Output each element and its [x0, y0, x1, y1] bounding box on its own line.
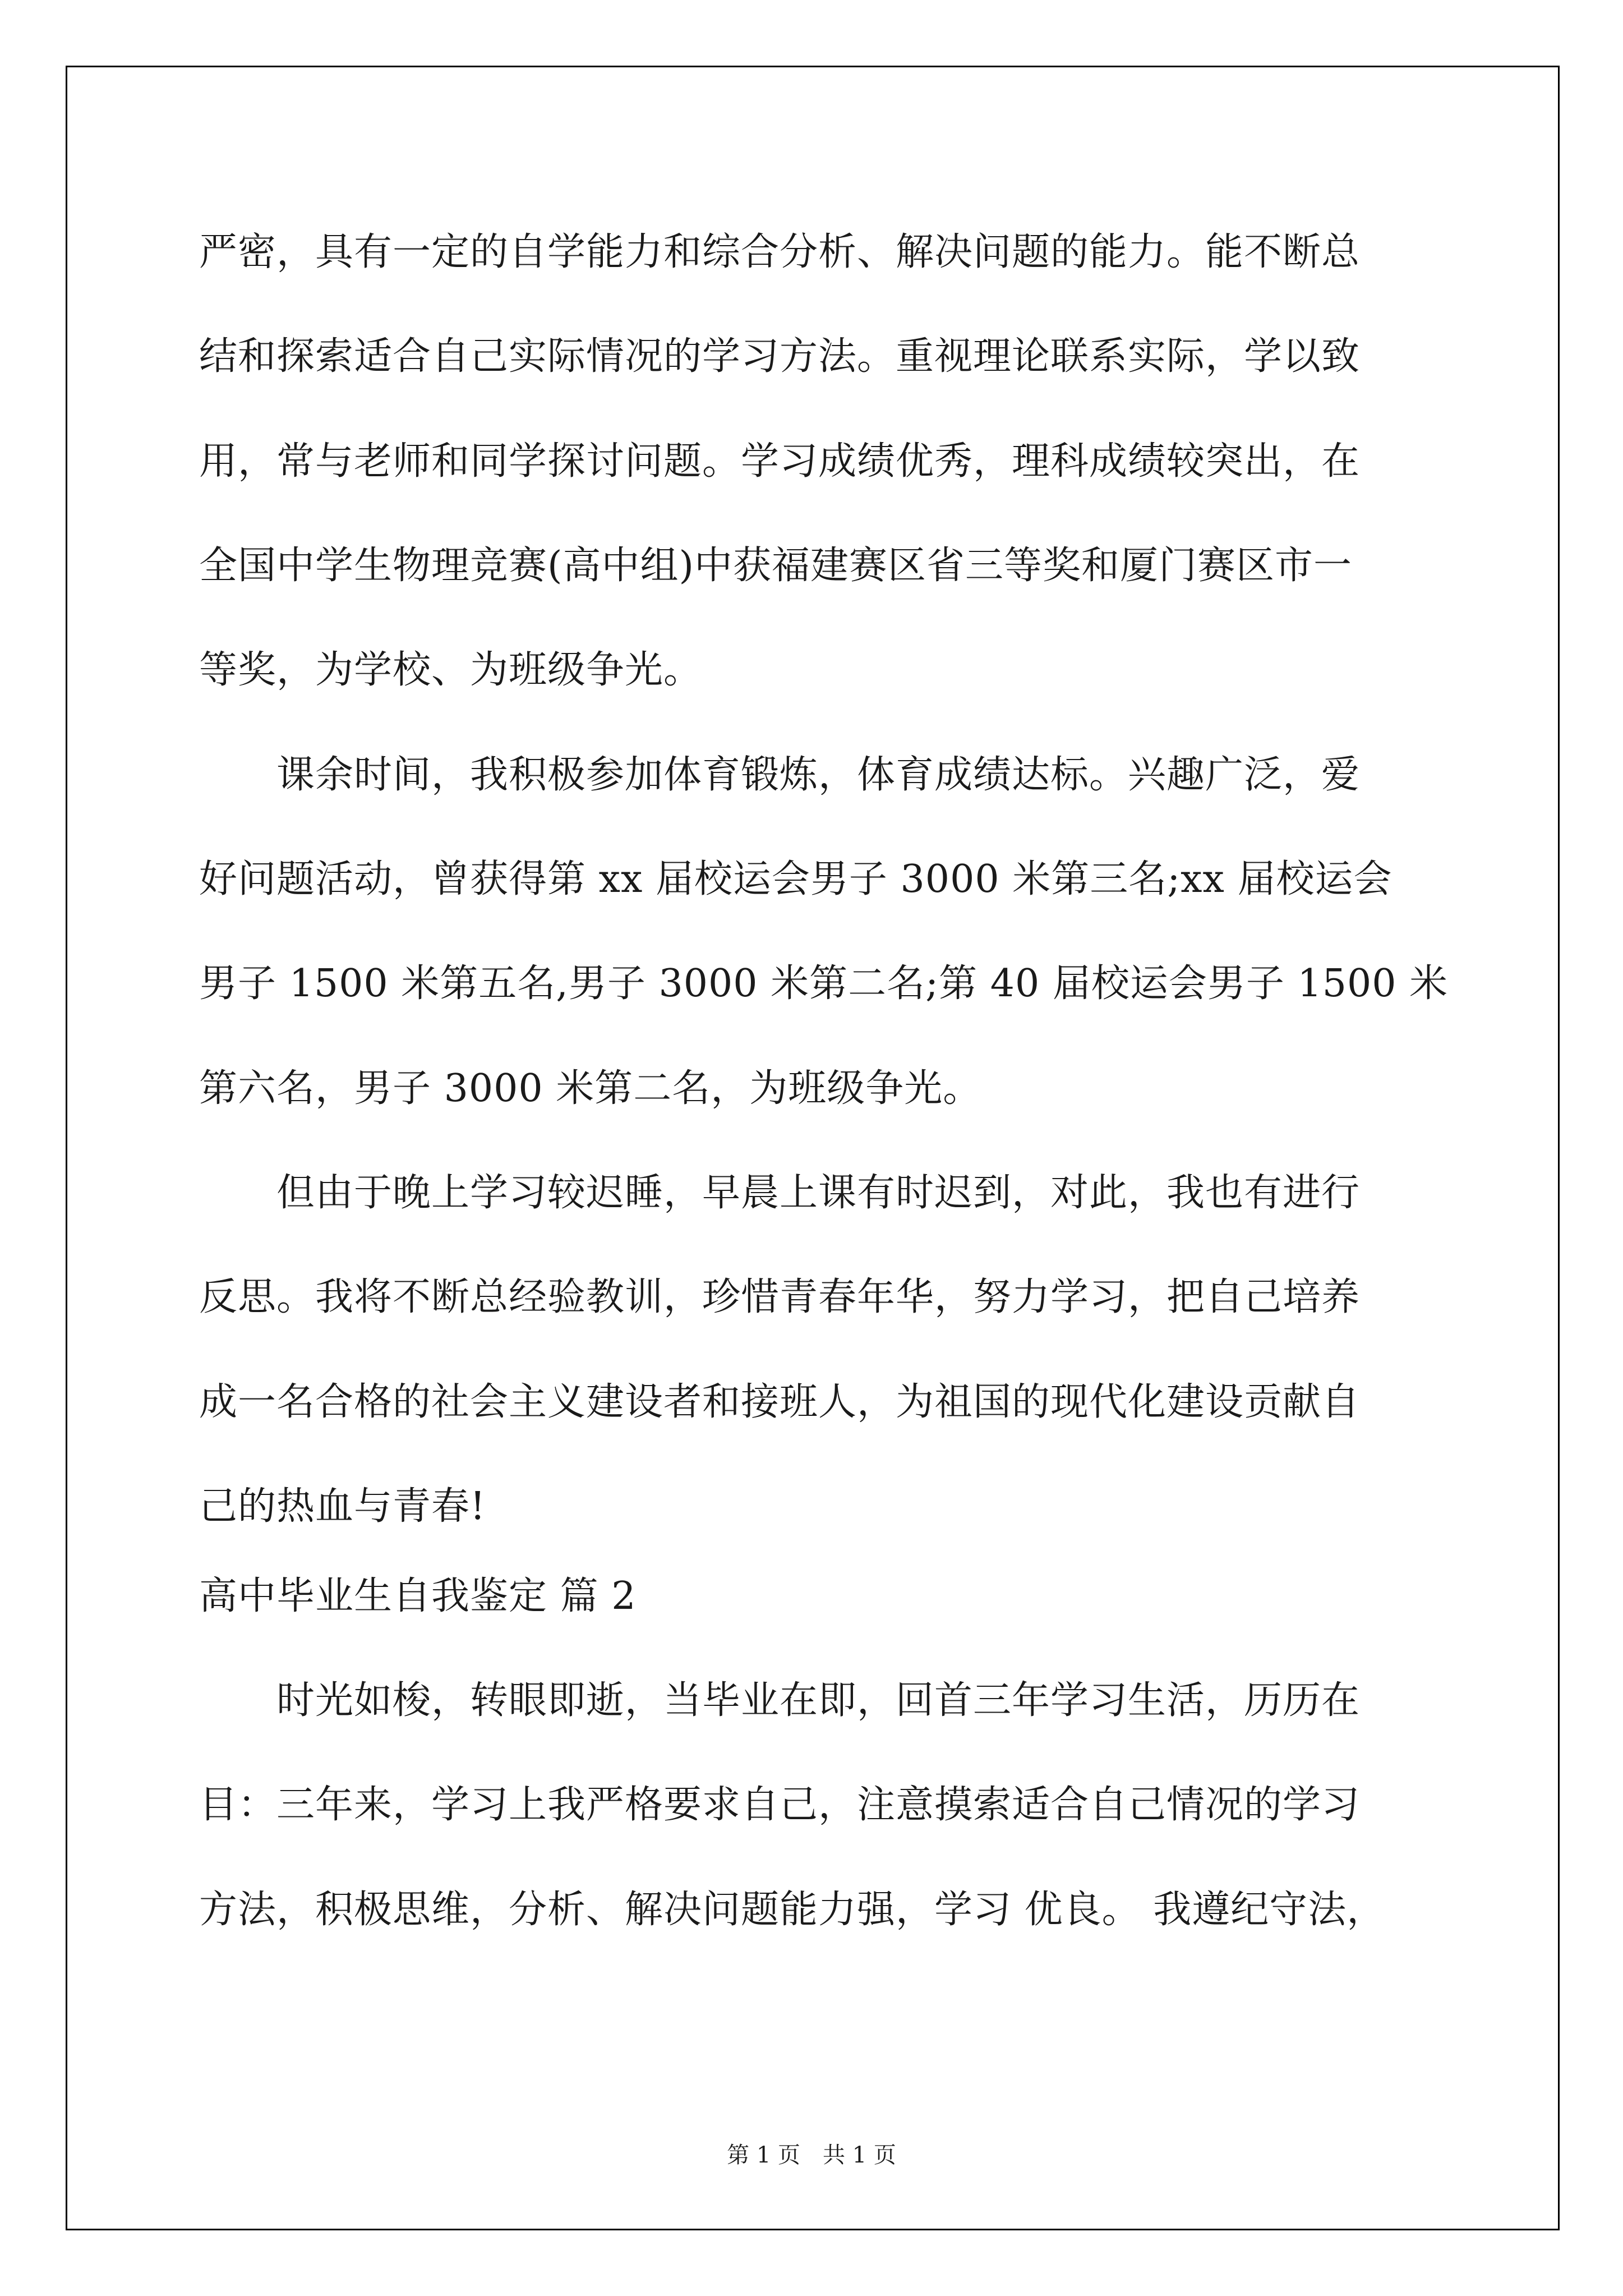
text-line: 成一名合格的社会主义建设者和接班人，为祖国的现代化建设贡献自 — [199, 1380, 1361, 1424]
text-line: 结和探索适合自己实际情况的学习方法。重视理论联系实际，学以致 — [199, 334, 1361, 379]
text-line: 反思。我将不断总经验教训，珍惜青春年华，努力学习，把自己培养 — [199, 1275, 1361, 1319]
section-heading: 高中毕业生自我鉴定 篇 2 — [199, 1574, 637, 1618]
text-line: 课余时间，我积极参加体育锻炼，体育成绩达标。兴趣广泛，爱 — [199, 753, 1361, 797]
text-line: 等奖，为学校、为班级争光。 — [199, 648, 703, 692]
text-line: 时光如梭，转眼即逝，当毕业在即，回首三年学习生活，历历在 — [199, 1678, 1361, 1723]
text-line: 目：三年来，学习上我严格要求自己，注意摸索适合自己情况的学习 — [199, 1783, 1361, 1827]
page-number-footer: 第 1 页 共 1 页 — [727, 2142, 896, 2168]
text-line: 用，常与老师和同学探讨问题。学习成绩优秀，理科成绩较突出，在 — [199, 439, 1361, 484]
text-line: 男子 1500 米第五名,男子 3000 米第二名;第 40 届校运会男子 1500 米 — [199, 961, 1449, 1006]
text-line: 但由于晚上学习较迟睡，早晨上课有时迟到，对此，我也有进行 — [199, 1171, 1361, 1215]
text-line: 第六名，男子 3000 米第二名，为班级争光。 — [199, 1066, 982, 1111]
text-line: 己的热血与青春! — [199, 1484, 486, 1529]
text-line: 严密，具有一定的自学能力和综合分析、解决问题的能力。能不断总 — [199, 230, 1361, 274]
text-line: 好问题活动，曾获得第 xx 届校运会男子 3000 米第三名;xx 届校运会 — [199, 857, 1393, 901]
text-line: 全国中学生物理竞赛(高中组)中获福建赛区省三等奖和厦门赛区市一 — [199, 544, 1353, 588]
text-line: 方法，积极思维，分析、解决问题能力强，学习 优良。 我遵纪守法， — [199, 1888, 1386, 1932]
